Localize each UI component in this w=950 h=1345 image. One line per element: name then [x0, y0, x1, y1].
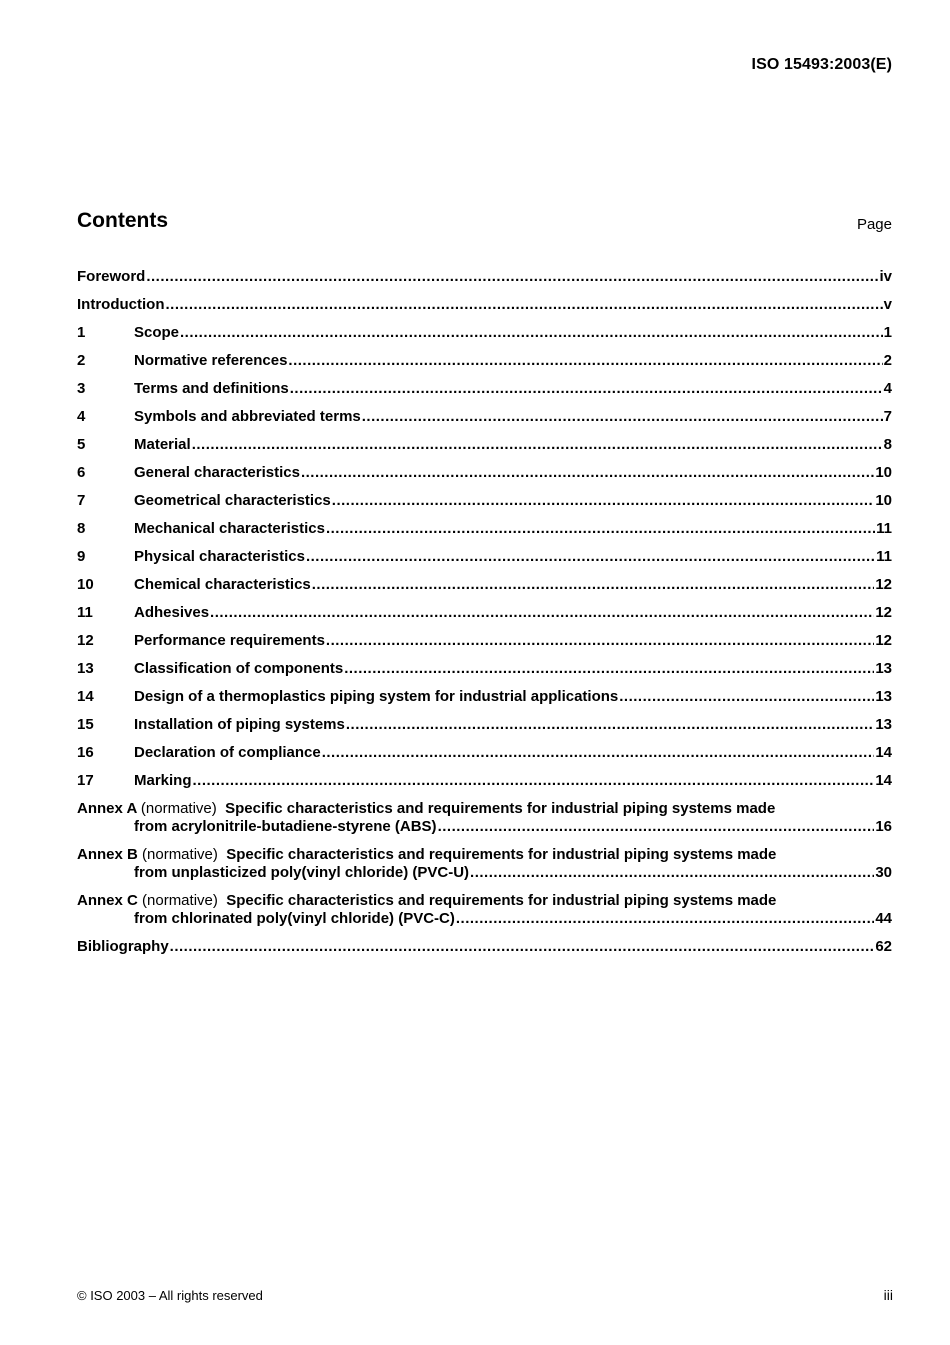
toc-entry-number: 8 [77, 520, 86, 537]
annex-label: Annex C [77, 892, 138, 909]
toc-entry-number: 7 [77, 492, 86, 509]
toc-entry-number: 10 [77, 576, 94, 593]
toc-entry-number: 3 [77, 380, 86, 397]
toc-entry-page: 13 [875, 688, 892, 705]
toc-entry-page: 2 [883, 352, 892, 369]
toc-entry-page: 11 [876, 520, 892, 537]
dot-leader [193, 772, 875, 790]
toc-entry-page: v [883, 296, 892, 313]
dot-leader [290, 380, 883, 398]
toc-entry-page: 10 [875, 492, 892, 509]
dot-leader [456, 910, 874, 928]
toc-entry-clause-11[interactable] [77, 604, 892, 632]
toc-entry-foreword[interactable] [77, 268, 892, 296]
toc-entry-annex-a[interactable] [77, 800, 892, 846]
toc-entry-number: 15 [77, 716, 94, 733]
dot-leader [332, 492, 875, 510]
toc-entry-clause-3[interactable] [77, 380, 892, 408]
toc-entry-title: Mechanical characteristics [134, 520, 325, 537]
toc-entry-number: 16 [77, 744, 94, 761]
annex-title-line2: from unplasticized poly(vinyl chloride) (PVC-U) [134, 864, 470, 881]
toc-entry-page: 12 [875, 604, 892, 621]
dot-leader [306, 548, 875, 566]
toc-entry-number: 5 [77, 436, 86, 453]
footer-page-number: iii [883, 1287, 893, 1303]
toc-entry-clause-13[interactable] [77, 660, 892, 688]
toc-entry-page: 7 [883, 408, 892, 425]
toc-entry-page: 16 [875, 818, 892, 835]
annex-status: (normative) [142, 846, 218, 863]
toc-entry-annex-b[interactable] [77, 846, 892, 892]
annex-status: (normative) [142, 892, 218, 909]
toc-entry-clause-10[interactable] [77, 576, 892, 604]
toc-entry-title: Declaration of compliance [134, 744, 321, 761]
toc-entry-title: Material [134, 436, 191, 453]
toc-entry-title: Installation of piping systems [134, 716, 345, 733]
dot-leader [210, 604, 874, 622]
toc-entry-page: 1 [883, 324, 892, 341]
annex-title-line1: Specific characteristics and requirements for industrial piping systems made [226, 846, 777, 863]
dot-leader [170, 938, 875, 956]
contents-title: Contents [77, 209, 168, 232]
toc-entry-page: 13 [875, 660, 892, 677]
contents-heading-row [77, 209, 892, 239]
toc-entry-clause-14[interactable] [77, 688, 892, 716]
toc-entry-introduction[interactable] [77, 296, 892, 324]
document-id: ISO 15493:2003(E) [751, 56, 892, 73]
dot-leader [326, 520, 875, 538]
toc-entry-number: 9 [77, 548, 86, 565]
toc-entry-annex-c[interactable] [77, 892, 892, 938]
annex-title-line2: from acrylonitrile-butadiene-styrene (ABS) [134, 818, 437, 835]
dot-leader [619, 688, 874, 706]
toc-entry-page: 13 [875, 716, 892, 733]
toc-entry-clause-6[interactable] [77, 464, 892, 492]
toc-entry-page: iv [879, 268, 892, 285]
annex-label: Annex B [77, 846, 138, 863]
toc-entry-clause-15[interactable] [77, 716, 892, 744]
annex-title-line2: from chlorinated poly(vinyl chloride) (PVC-C) [134, 910, 455, 927]
dot-leader [288, 352, 882, 370]
toc-entry-number: 13 [77, 660, 94, 677]
toc-entry-page: 12 [875, 576, 892, 593]
toc-entry-title: Introduction [77, 296, 165, 313]
toc-entry-number: 1 [77, 324, 86, 341]
toc-entry-clause-9[interactable] [77, 548, 892, 576]
toc-entry-title: Geometrical characteristics [134, 492, 331, 509]
dot-leader [301, 464, 874, 482]
dot-leader [438, 818, 875, 836]
toc-entry-clause-7[interactable] [77, 492, 892, 520]
annex-label: Annex A [77, 800, 137, 817]
toc-entry-title: Chemical characteristics [134, 576, 311, 593]
dot-leader [180, 324, 883, 342]
toc-entry-title: Classification of components [134, 660, 344, 677]
toc-entry-page: 8 [883, 436, 892, 453]
toc-entry-title: Symbols and abbreviated terms [134, 408, 361, 425]
toc-entry-page: 4 [883, 380, 892, 397]
page-column-label: Page [856, 216, 892, 233]
toc-entry-title: Foreword [77, 268, 146, 285]
toc-entry-title: General characteristics [134, 464, 300, 481]
toc-entry-page: 30 [875, 864, 892, 881]
table-of-contents [77, 268, 892, 966]
toc-entry-clause-1[interactable] [77, 324, 892, 352]
toc-entry-title: Terms and definitions [134, 380, 289, 397]
toc-entry-number: 14 [77, 688, 94, 705]
toc-entry-clause-17[interactable] [77, 772, 892, 800]
toc-entry-clause-5[interactable] [77, 436, 892, 464]
dot-leader [165, 296, 882, 314]
toc-entry-title: Normative references [134, 352, 288, 369]
toc-entry-clause-4[interactable] [77, 408, 892, 436]
toc-entry-number: 6 [77, 464, 86, 481]
toc-entry-page: 44 [875, 910, 892, 927]
dot-leader [192, 436, 883, 454]
toc-entry-page: 14 [875, 772, 892, 789]
toc-entry-page: 14 [875, 744, 892, 761]
toc-entry-title: Bibliography [77, 938, 169, 955]
dot-leader [346, 716, 874, 734]
toc-entry-page: 11 [876, 548, 892, 565]
footer-copyright: © ISO 2003 – All rights reserved [77, 1288, 263, 1303]
annex-status: (normative) [140, 800, 217, 817]
toc-entry-number: 17 [77, 772, 94, 789]
toc-entry-clause-16[interactable] [77, 744, 892, 772]
dot-leader [322, 744, 875, 762]
toc-entry-page: 12 [875, 632, 892, 649]
toc-entry-title: Scope [134, 324, 180, 341]
dot-leader [362, 408, 883, 426]
dot-leader [344, 660, 874, 678]
toc-entry-number: 12 [77, 632, 94, 649]
toc-entry-page: 10 [875, 464, 892, 481]
toc-entry-number: 2 [77, 352, 86, 369]
dot-leader [326, 632, 874, 650]
toc-entry-page: 62 [875, 938, 892, 955]
toc-entry-title: Design of a thermoplastics piping system for industrial applications [134, 688, 619, 705]
toc-entry-title: Performance requirements [134, 632, 325, 649]
toc-entry-clause-2[interactable] [77, 352, 892, 380]
annex-title-line1: Specific characteristics and requirements for industrial piping systems made [226, 892, 777, 909]
toc-entry-bibliography[interactable] [77, 938, 892, 966]
toc-entry-title: Adhesives [134, 604, 210, 621]
dot-leader [146, 268, 878, 286]
toc-entry-clause-8[interactable] [77, 520, 892, 548]
toc-entry-number: 4 [77, 408, 86, 425]
dot-leader [312, 576, 875, 594]
toc-entry-title: Physical characteristics [134, 548, 305, 565]
toc-entry-number: 11 [77, 604, 93, 621]
dot-leader [470, 864, 874, 882]
toc-entry-title: Marking [134, 772, 192, 789]
annex-title-line1: Specific characteristics and requirements for industrial piping systems made [225, 800, 776, 817]
toc-entry-clause-12[interactable] [77, 632, 892, 660]
